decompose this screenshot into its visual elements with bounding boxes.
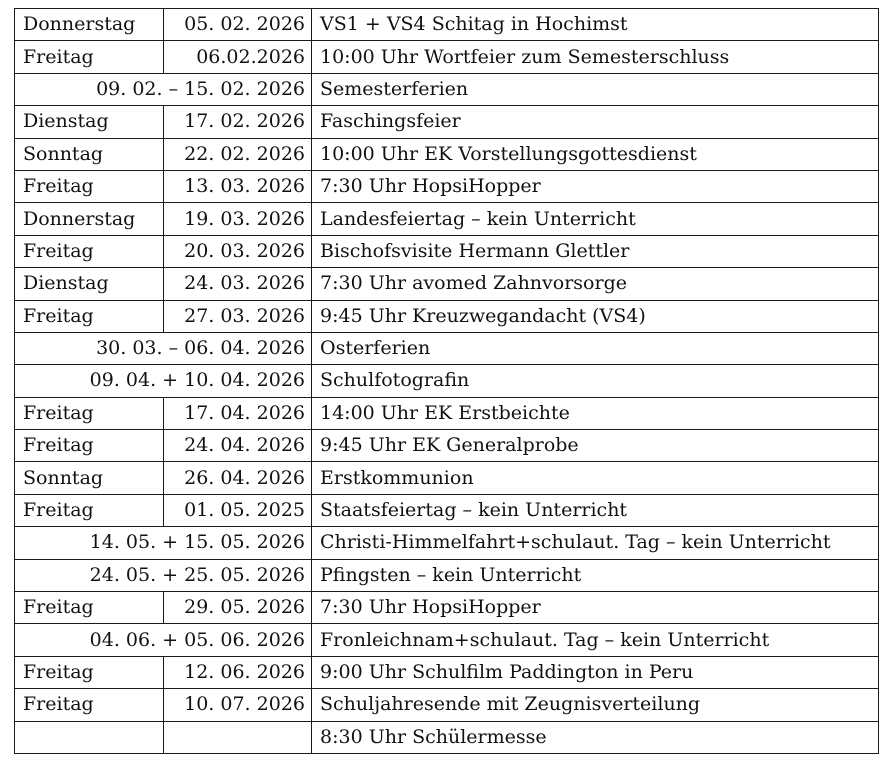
event-cell: 7:30 Uhr HopsiHopper (312, 170, 879, 202)
event-cell: 9:45 Uhr Kreuzwegandacht (VS4) (312, 300, 879, 332)
event-cell: Schulfotografin (312, 365, 879, 397)
table-row (15, 41, 879, 73)
weekday-cell: Donnerstag (15, 203, 164, 235)
weekday-cell: Freitag (15, 430, 164, 462)
weekday-cell (15, 721, 164, 753)
date-range-cell: 24. 05. + 25. 05. 2026 (15, 559, 312, 591)
date-cell: 20. 03. 2026 (164, 235, 312, 267)
weekday-cell: Freitag (15, 300, 164, 332)
table-row (15, 624, 879, 656)
weekday-cell: Dienstag (15, 106, 164, 138)
event-cell: Staatsfeiertag – kein Unterricht (312, 494, 879, 526)
table-row (15, 656, 879, 688)
table-row (15, 689, 879, 721)
date-cell: 22. 02. 2026 (164, 138, 312, 170)
event-cell: Pfingsten – kein Unterricht (312, 559, 879, 591)
event-cell: Bischofsvisite Hermann Glettler (312, 235, 879, 267)
table-row (15, 430, 879, 462)
weekday-cell: Freitag (15, 41, 164, 73)
event-cell: 9:00 Uhr Schulfilm Paddington in Peru (312, 656, 879, 688)
date-cell: 24. 03. 2026 (164, 268, 312, 300)
event-cell: 10:00 Uhr EK Vorstellungsgottesdienst (312, 138, 879, 170)
event-cell: Osterferien (312, 332, 879, 364)
table-row (15, 462, 879, 494)
weekday-cell: Freitag (15, 170, 164, 202)
date-cell: 06.02.2026 (164, 41, 312, 73)
weekday-cell: Freitag (15, 656, 164, 688)
table-row (15, 170, 879, 202)
table-row (15, 73, 879, 105)
date-cell: 27. 03. 2026 (164, 300, 312, 332)
table-row (15, 300, 879, 332)
date-range-cell: 04. 06. + 05. 06. 2026 (15, 624, 312, 656)
date-cell: 19. 03. 2026 (164, 203, 312, 235)
event-cell: Christi-Himmelfahrt+schulaut. Tag – kein Unterricht (312, 527, 879, 559)
date-cell: 17. 02. 2026 (164, 106, 312, 138)
table-row (15, 203, 879, 235)
event-cell: Fronleichnam+schulaut. Tag – kein Unterricht (312, 624, 879, 656)
table-row (15, 332, 879, 364)
table-row (15, 106, 879, 138)
date-cell: 01. 05. 2025 (164, 494, 312, 526)
schedule-table-body (15, 9, 879, 754)
event-cell: Semesterferien (312, 73, 879, 105)
date-range-cell: 09. 02. – 15. 02. 2026 (15, 73, 312, 105)
event-cell: 9:45 Uhr EK Generalprobe (312, 430, 879, 462)
table-row (15, 138, 879, 170)
event-cell: 10:00 Uhr Wortfeier zum Semesterschluss (312, 41, 879, 73)
event-cell: Faschingsfeier (312, 106, 879, 138)
weekday-cell: Freitag (15, 235, 164, 267)
event-cell: Schuljahresende mit Zeugnisverteilung (312, 689, 879, 721)
date-cell: 17. 04. 2026 (164, 397, 312, 429)
date-cell: 10. 07. 2026 (164, 689, 312, 721)
date-cell: 12. 06. 2026 (164, 656, 312, 688)
event-cell: Landesfeiertag – kein Unterricht (312, 203, 879, 235)
date-cell: 05. 02. 2026 (164, 9, 312, 41)
schedule-table (14, 8, 879, 754)
weekday-cell: Freitag (15, 494, 164, 526)
table-row (15, 721, 879, 753)
event-cell: VS1 + VS4 Schitag in Hochimst (312, 9, 879, 41)
date-cell: 26. 04. 2026 (164, 462, 312, 494)
date-cell: 24. 04. 2026 (164, 430, 312, 462)
table-row (15, 494, 879, 526)
weekday-cell: Freitag (15, 397, 164, 429)
weekday-cell: Freitag (15, 592, 164, 624)
event-cell: 8:30 Uhr Schülermesse (312, 721, 879, 753)
table-row (15, 527, 879, 559)
table-row (15, 365, 879, 397)
table-row (15, 235, 879, 267)
table-row (15, 559, 879, 591)
table-row (15, 397, 879, 429)
event-cell: 7:30 Uhr HopsiHopper (312, 592, 879, 624)
date-cell (164, 721, 312, 753)
table-row (15, 592, 879, 624)
event-cell: Erstkommunion (312, 462, 879, 494)
event-cell: 14:00 Uhr EK Erstbeichte (312, 397, 879, 429)
date-cell: 13. 03. 2026 (164, 170, 312, 202)
event-cell: 7:30 Uhr avomed Zahnvorsorge (312, 268, 879, 300)
weekday-cell: Sonntag (15, 462, 164, 494)
table-row (15, 9, 879, 41)
date-range-cell: 30. 03. – 06. 04. 2026 (15, 332, 312, 364)
table-row (15, 268, 879, 300)
date-range-cell: 14. 05. + 15. 05. 2026 (15, 527, 312, 559)
weekday-cell: Donnerstag (15, 9, 164, 41)
date-cell: 29. 05. 2026 (164, 592, 312, 624)
date-range-cell: 09. 04. + 10. 04. 2026 (15, 365, 312, 397)
weekday-cell: Dienstag (15, 268, 164, 300)
weekday-cell: Freitag (15, 689, 164, 721)
weekday-cell: Sonntag (15, 138, 164, 170)
